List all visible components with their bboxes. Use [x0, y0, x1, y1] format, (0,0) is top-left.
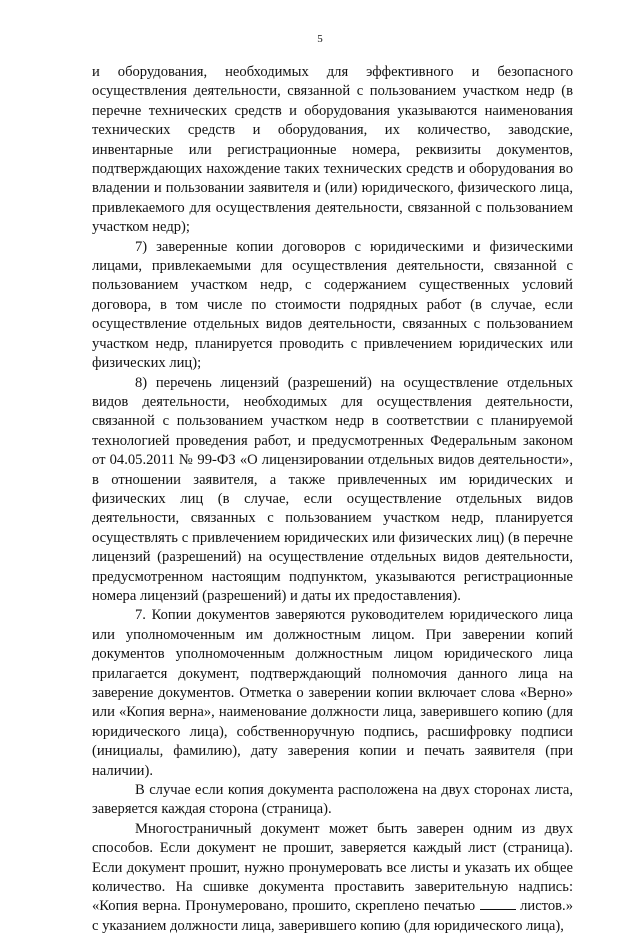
document-body: [92, 63, 573, 936]
paragraph-equipment-list-end: и оборудования, необходимых для эффективного и безопасного осуществления деятельности, связанной с пользованием участком недр (в перечне технических средств и оборудования указываются наименования технических средств и оборудования, их количество, заводские, инвентарные или регистрационные номера, реквизиты документов, подтверждающих нахождение таких технических средств и оборудования во владении и пользовании заявителя и (или) юридического, физического лица, привлекаемого для осуществления деятельности, связанной с пользованием участком недр);: [92, 64, 573, 236]
multipage-text-before-blank: Многостраничный документ может быть заверен одним из двух способов. Если документ не прошит, заверяется каждый лист (страница). Если документ прошит, нужно пронумеровать все листы и указать их общее количество. На сшивке документа проставить заверительную надпись: «Копия верна. Пронумеровано, прошито, скреплено печатью: [92, 820, 573, 915]
sheet-count-blank-line: [480, 897, 516, 910]
page-number: 5: [317, 33, 323, 45]
paragraph-clause-7-certification: 7. Копии документов заверяются руководителем юридического лица или уполномоченным им должностным лицом. При заверении копий документов уполномоченным должностным лицом юридического лица прилагается документ, подтверждающий полномочия данного лица на заверение документов. Отметка о заверении копии включает слова «Верно» или «Копия верна», наименование должности лица, заверившего копию (для юридического лица), собственноручную подпись, расшифровку подписи (инициалы, фамилию), дату заверения копии и печать заявителя (при наличии).: [92, 607, 573, 779]
paragraph-multipage-document: [92, 820, 573, 936]
multipage-text-after-blank: листов.» с указанием должности лица, заверившего копию (для юридического лица),: [92, 898, 573, 934]
paragraph-item-7-contracts: 7) заверенные копии договоров с юридическими и физическими лицами, привлекаемыми для осуществления деятельности, связанной с пользованием участком недр, с содержанием существенных условий договора, в том числе по стоимости подрядных работ (в случае, если осуществление отдельных видов деятельности, связанных с пользованием участком недр, планируется проводить с привлечением юридических или физических лиц);: [92, 238, 573, 372]
paragraph-two-sided-copy: В случае если копия документа расположена на двух сторонах листа, заверяется каждая сторона (страница).: [92, 782, 573, 818]
paragraph-item-8-licenses: 8) перечень лицензий (разрешений) на осуществление отдельных видов деятельности, необходимых для осуществления деятельности, связанной с пользованием участком недр в соответствии с планируемой технологией проведения работ, и предусмотренных Федеральным законом от 04.05.2011 № 99-ФЗ «О лицензировании отдельных видов деятельности», в отношении заявителя, а также привлеченных им юридических и физических лиц (в случае, если осуществление отдельных видов деятельности, связанных с пользованием участком недр, планируется осуществлять с привлечением юридических или физических лиц) (в перечне лицензий (разрешений) на осуществление отдельных видов деятельности, предусмотренном настоящим подпунктом, указываются регистрационные номера лицензий (разрешений) и даты их предоставления).: [92, 374, 573, 604]
